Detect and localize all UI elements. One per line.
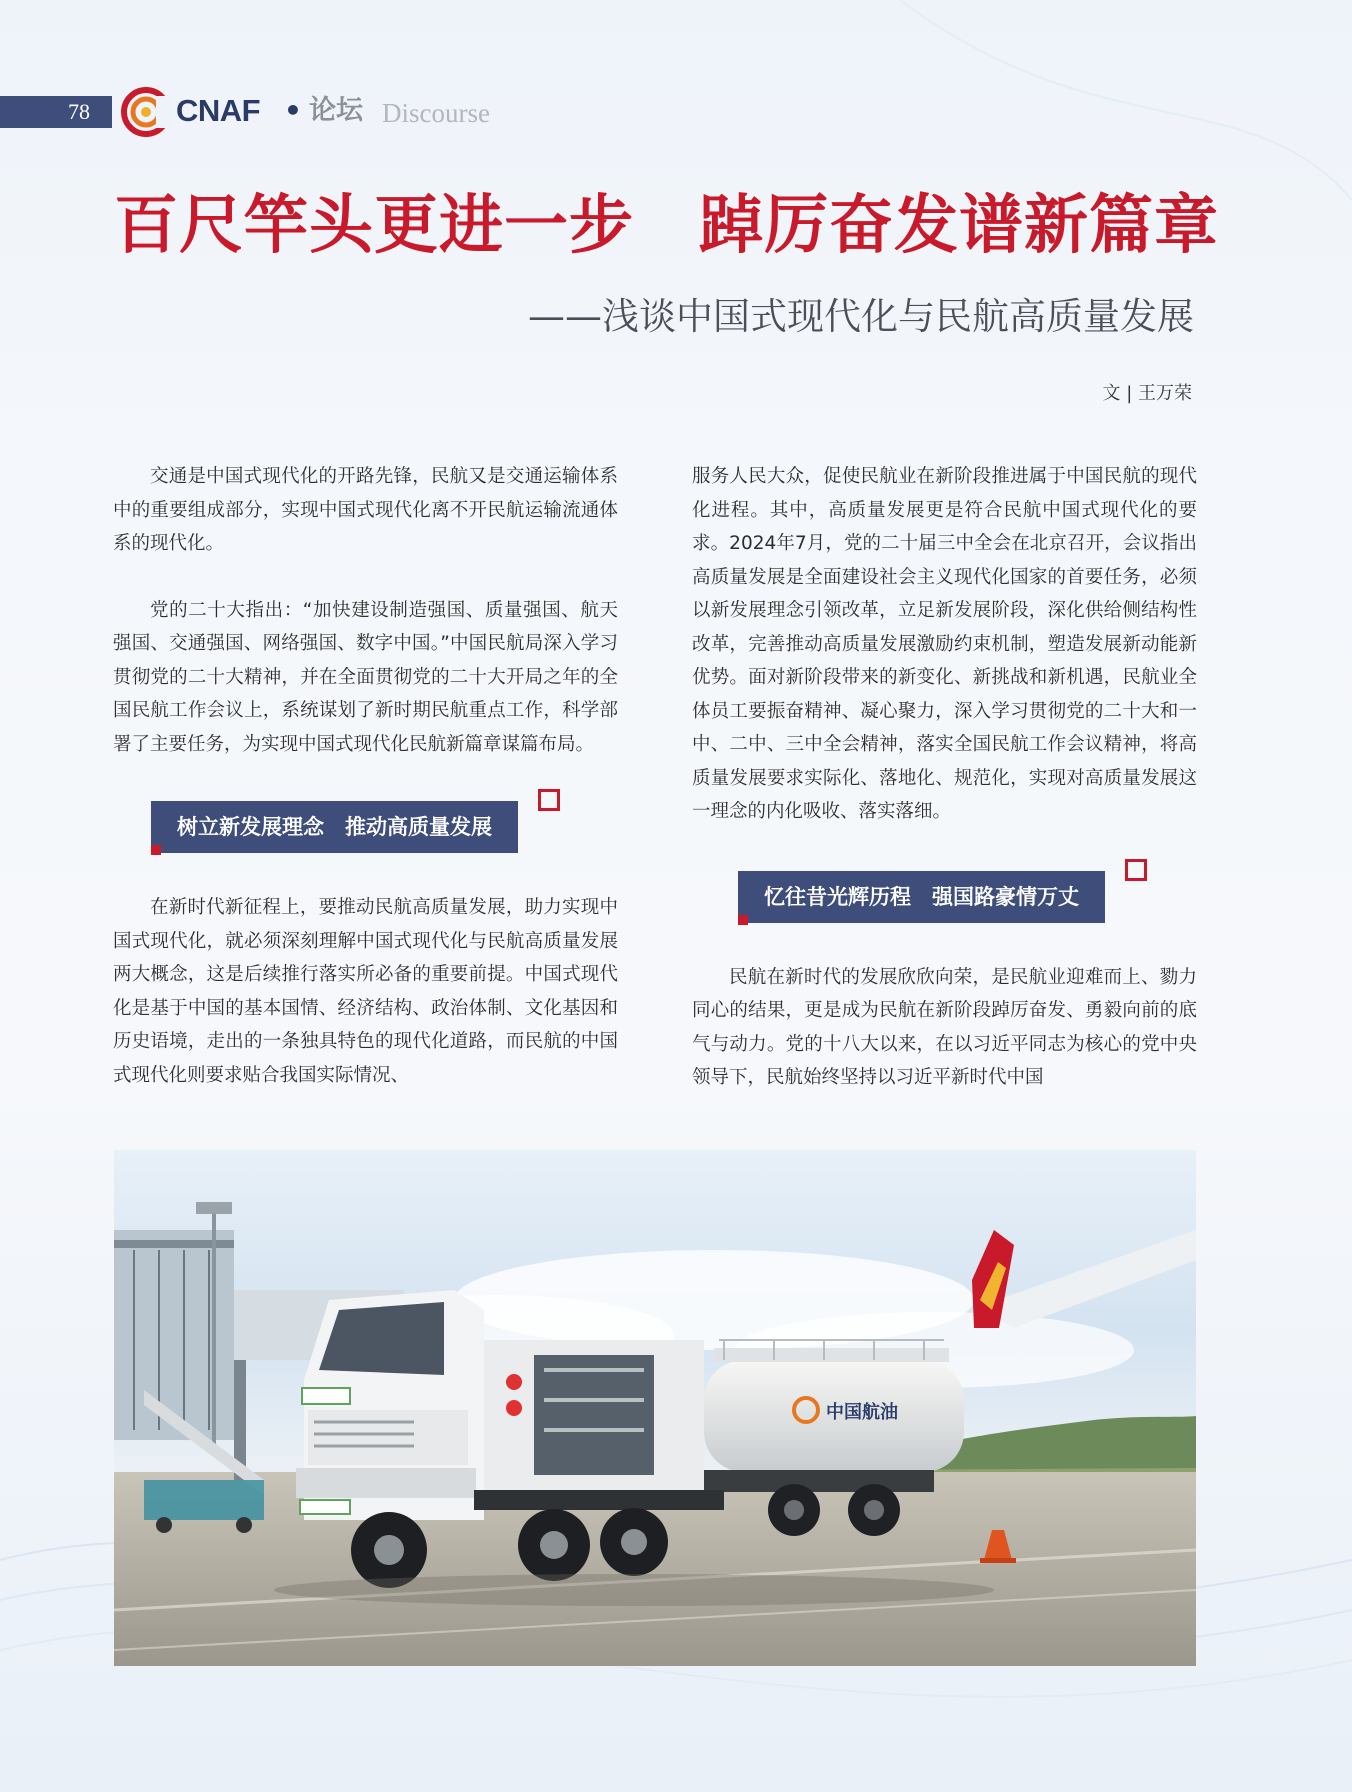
- section-heading: [113, 801, 618, 853]
- left-column: [113, 460, 618, 1092]
- airport-fuel-truck-image: [114, 1150, 1196, 1666]
- paragraph: 在新时代新征程上，要推动民航高质量发展，助力实现中国式现代化，就必须深刻理解中国式现代化与民航高质量发展两大概念，这是后续推行落实所必备的重要前提。中国式现代化是基于中国的基本国情、经济结构、政治体制、文化基因和历史语境，走出的一条独具特色的现代化道路，而民航的中国式现代化则要求贴合我国实际情况、: [113, 897, 618, 1086]
- heading-corner-decoration: [738, 915, 748, 925]
- cnaf-logo-icon: [120, 86, 172, 138]
- heading-corner-decoration: [151, 845, 161, 855]
- article-photo: [114, 1150, 1196, 1666]
- paragraph: 民航在新时代的发展欣欣向荣，是民航业迎难而上、勠力同心的结果，更是成为民航在新阶段踔厉奋发、勇毅向前的底气与动力。党的十八大以来，在以习近平同志为核心的党中央领导下，民航始终坚持以习近平新时代中国: [692, 966, 1197, 1088]
- paragraph: 交通是中国式现代化的开路先锋，民航又是交通运输体系中的重要组成部分，实现中国式现代化离不开民航运输流通体系的现代化。: [113, 466, 618, 554]
- article-title: 百尺竿头更进一步 踔厉奋发谱新篇章: [114, 189, 1219, 263]
- brand-separator: •: [284, 94, 302, 127]
- page-number: 78: [68, 99, 90, 124]
- section-name-cn: 论坛: [309, 95, 363, 126]
- tanker-brand-label: 中国航油: [826, 1402, 898, 1423]
- heading-corner-decoration: [538, 789, 560, 811]
- article-subtitle: ——浅谈中国式现代化与民航高质量发展: [528, 295, 1194, 338]
- article-byline: 文 | 王万荣: [1102, 383, 1192, 404]
- brand-name: CNAF: [176, 93, 261, 128]
- paragraph: 党的二十大指出：“加快建设制造强国、质量强国、航天强国、交通强国、网络强国、数字中国。”中国民航局深入学习贯彻党的二十大精神，并在全面贯彻党的二十大开局之年的全国民航工作会议上，系统谋划了新时期民航重点工作，科学部署了主要任务，为实现中国式现代化民航新篇章谋篇布局。: [113, 599, 618, 755]
- heading-corner-decoration: [1125, 859, 1147, 881]
- section-heading: [692, 871, 1197, 923]
- section-heading-label: 忆往昔光辉历程 强国路豪情万丈: [738, 871, 1105, 923]
- section-heading-label: 树立新发展理念 推动高质量发展: [151, 801, 518, 853]
- right-column: [692, 460, 1197, 1095]
- paragraph: 服务人民大众，促使民航业在新阶段推进属于中国民航的现代化进程。其中，高质量发展更是符合民航中国式现代化的要求。2024年7月，党的二十届三中全会在北京召开，会议指出高质量发展是全面建设社会主义现代化国家的首要任务，必须以新发展理念引领改革，立足新发展阶段，深化供给侧结构性改革，完善推动高质量发展激励约束机制，塑造发展新动能新优势。面对新阶段带来的新变化、新挑战和新机遇，民航业全体员工要振奋精神、凝心聚力，深入学习贯彻党的二十大和一中、二中、三中全会精神，落实全国民航工作会议精神，将高质量发展要求实际化、落地化、规范化，实现对高质量发展这一理念的内化吸收、落实落细。: [692, 466, 1197, 822]
- section-name-en: Discourse: [382, 98, 490, 128]
